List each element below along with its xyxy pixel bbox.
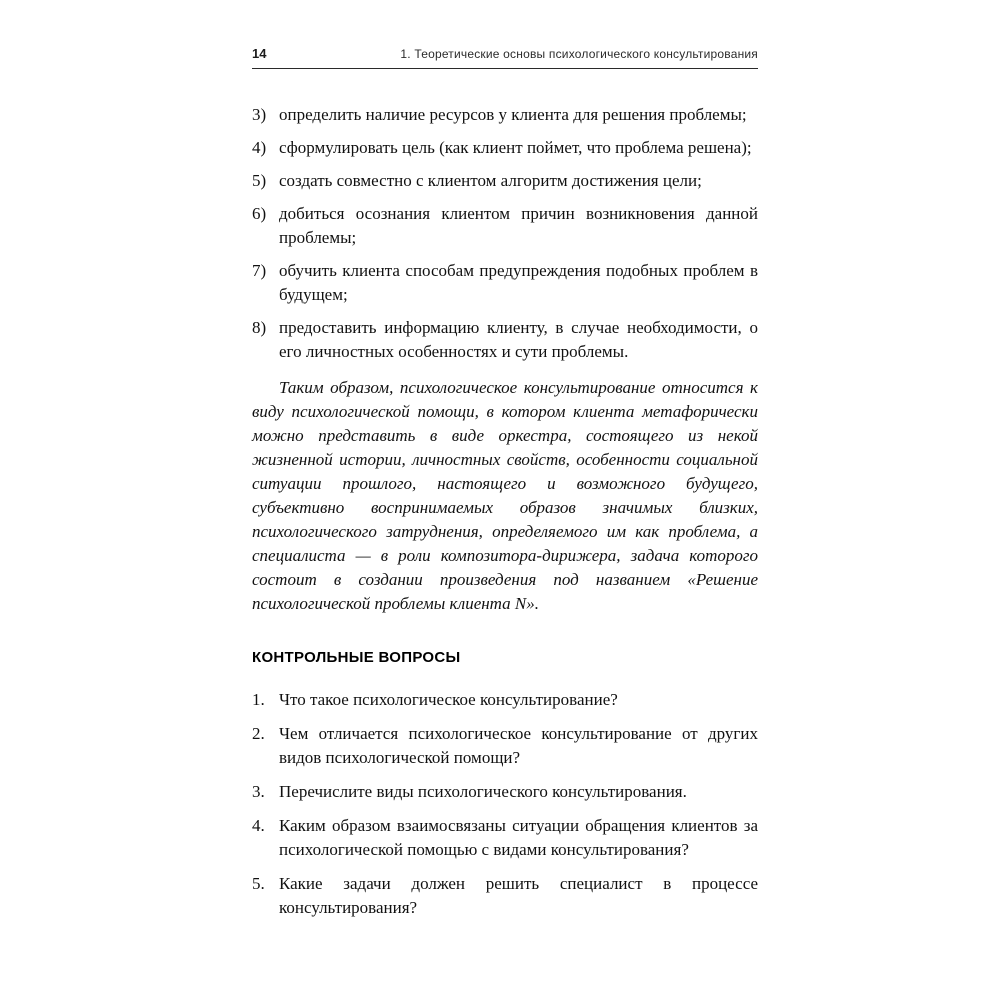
list-item	[252, 316, 758, 364]
list-item	[252, 202, 758, 250]
list-item-text: обучить клиента способам предупреждения подобных проблем в будущем;	[279, 261, 758, 304]
question-item	[252, 814, 758, 862]
page-number: 14	[252, 46, 267, 61]
chapter-running-title: 1. Теоретические основы психологического консультирования	[400, 47, 758, 61]
questions-heading: КОНТРОЛЬНЫЕ ВОПРОСЫ	[252, 649, 461, 666]
question-text: Какие задачи должен решить специалист в процессе консультирования?	[279, 874, 758, 917]
list-item	[252, 103, 758, 127]
list-item-number: 3)	[252, 105, 267, 124]
list-item-number: 8)	[252, 318, 267, 337]
list-item-text: создать совместно с клиентом алгоритм достижения цели;	[279, 171, 702, 190]
book-page	[252, 46, 758, 930]
list-item-text: добиться осознания клиентом причин возникновения данной проблемы;	[279, 204, 758, 247]
question-text: Перечислите виды психологического консультирования.	[279, 782, 687, 801]
list-item-number: 5)	[252, 171, 267, 190]
page-content	[252, 103, 758, 920]
question-number: 3.	[252, 782, 265, 801]
question-item	[252, 688, 758, 712]
list-item-text: предоставить информацию клиенту, в случае необходимости, о его личностных особенностях и сути проблемы.	[279, 318, 758, 361]
question-number: 4.	[252, 816, 265, 835]
running-head	[252, 46, 758, 69]
question-number: 2.	[252, 724, 265, 743]
question-number: 1.	[252, 690, 265, 709]
question-item	[252, 780, 758, 804]
tasks-list	[252, 103, 758, 364]
list-item-number: 4)	[252, 138, 267, 157]
question-item	[252, 722, 758, 770]
summary-paragraph: Таким образом, психологическое консультирование относится к виду психологической помощи, в котором клиента метафорически можно представить в виде оркестра, состоящего из некой жизненной истории, личностных свойств, особенности социальной ситуации прошлого, настоящего и возможного будущего, субъективно воспринимаемых образов значимых близких, психологического затруднения, определяемого им как проблема, а специалиста — в роли композитора-дирижера, задача которого состоит в создании произведения под названием «Решение психологической проблемы клиента N».	[252, 378, 758, 613]
questions-list	[252, 688, 758, 920]
list-item-text: определить наличие ресурсов у клиента для решения проблемы;	[279, 105, 747, 124]
question-text: Каким образом взаимосвязаны ситуации обращения клиентов за психологической помощью с видами консультирования?	[279, 816, 758, 859]
list-item-text: сформулировать цель (как клиент поймет, что проблема решена);	[279, 138, 752, 157]
list-item-number: 6)	[252, 204, 267, 223]
list-item	[252, 259, 758, 307]
question-text: Что такое психологическое консультирование?	[279, 690, 618, 709]
list-item	[252, 169, 758, 193]
question-text: Чем отличается психологическое консультирование от других видов психологической помощи?	[279, 724, 758, 767]
list-item	[252, 136, 758, 160]
question-number: 5.	[252, 874, 265, 893]
question-item	[252, 872, 758, 920]
list-item-number: 7)	[252, 261, 267, 280]
